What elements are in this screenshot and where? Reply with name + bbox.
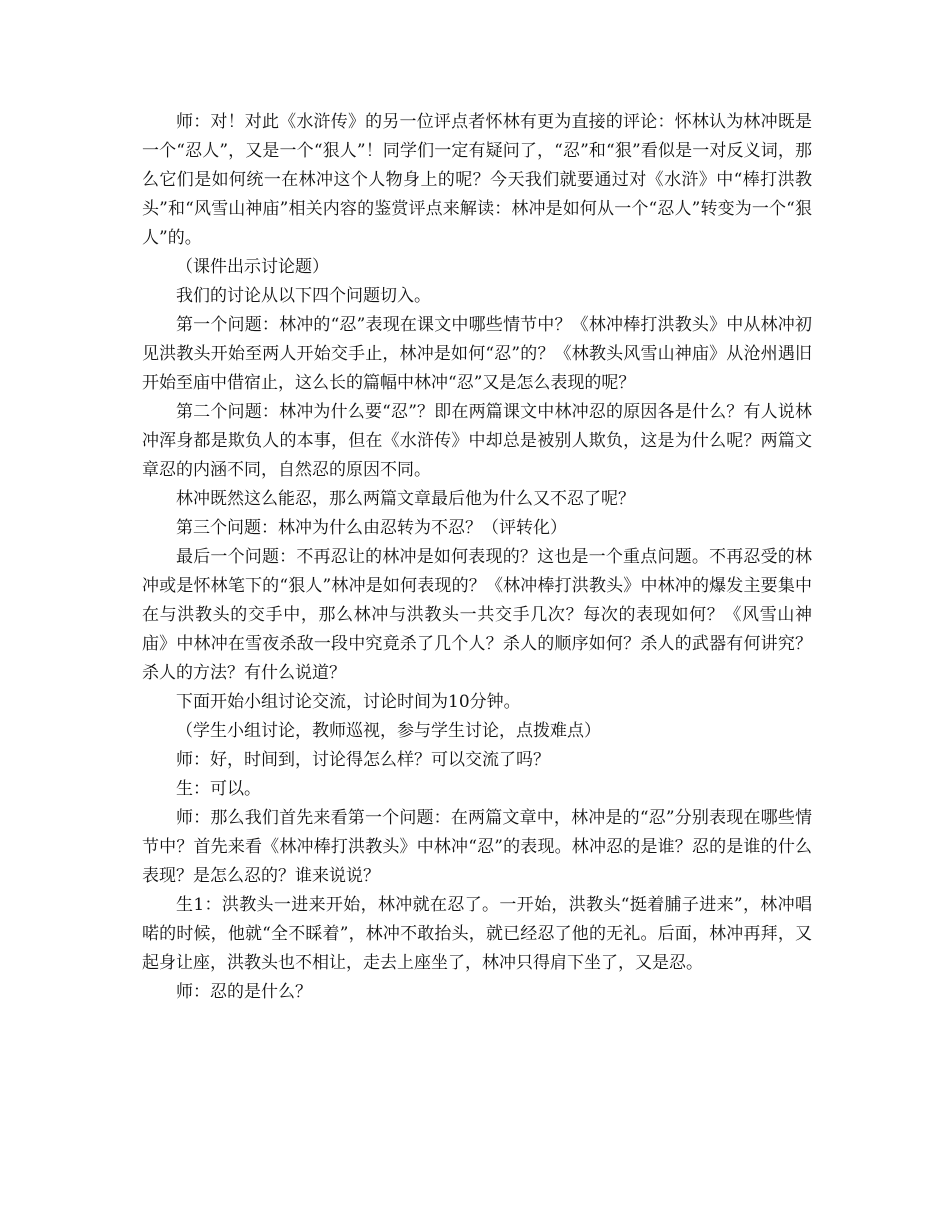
paragraph: 林冲既然这么能忍，那么两篇文章最后他为什么又不忍了呢？: [176, 489, 635, 509]
paragraph: 最后一个问题：不再忍让的林冲是如何表现的？这也是一个重点问题。不再忍受的林冲或是怀林笔下的“狠人”林冲是如何表现的？《林冲棒打洪教头》中林冲的爆发主要集中在与洪教头的交手中，那么林冲与洪教头一共交手几次？每次的表现如何？《风雪山神庙》中林冲在雪夜杀敌一段中究竟杀了几个人？杀人的顺序如何？杀人的武器有何讲究？杀人的方法？有什么说道？: [142, 547, 812, 683]
paragraph: 第二个问题：林冲为什么要“忍”？即在两篇课文中林冲忍的原因各是什么？有人说林冲浑身都是欺负人的本事，但在《水浒传》中却总是被别人欺负，这是为什么呢？两篇文章忍的内涵不同，自然忍的原因不同。: [142, 402, 812, 480]
paragraph: 第一个问题：林冲的“忍”表现在课文中哪些情节中？《林冲棒打洪教头》中从林冲初见洪教头开始至两人开始交手止，林冲是如何“忍”的？《林教头风雪山神庙》从沧州遇旧开始至庙中借宿止，这么长的篇幅中林冲“忍”又是怎么表现的呢？: [142, 315, 812, 393]
paragraph: 师：那么我们首先来看第一个问题：在两篇文章中，林冲是的“忍”分别表现在哪些情节中？首先来看《林冲棒打洪教头》中林冲“忍”的表现。林冲忍的是谁？忍的是谁的什么表现？是怎么忍的？谁来说说？: [142, 808, 812, 886]
paragraph: 生1：洪教头一进来开始，林冲就在忍了。一开始，洪教头“挺着脯子进来”，林冲唱喏的时候，他就“全不睬着”，林冲不敢抬头，就已经忍了他的无礼。后面，林冲再拜，又起身让座，洪教头也不相让，走去上座坐了，林冲只得肩下坐了，又是忍。: [142, 895, 812, 973]
paragraph: 下面开始小组讨论交流，讨论时间为10分钟。: [176, 692, 521, 712]
paragraph: （学生小组讨论，教师巡视，参与学生讨论，点拨难点）: [176, 721, 601, 741]
paragraph: 我们的讨论从以下四个问题切入。: [176, 286, 431, 306]
paragraph: 师：忍的是什么？: [176, 982, 312, 1002]
document-body: [142, 108, 812, 1007]
paragraph: 师：好，时间到，讨论得怎么样？可以交流了吗？: [176, 750, 550, 770]
paragraph: 师：对！对此《水浒传》的另一位评点者怀林有更为直接的评论：怀林认为林冲既是一个“忍人”，又是一个“狠人”！同学们一定有疑问了，“忍”和“狠”看似是一对反义词，那么它们是如何统一在林冲这个人物身上的呢？今天我们就要通过对《水浒》中“棒打洪教头”和“风雪山神庙”相关内容的鉴赏评点来解读：林冲是如何从一个“忍人”转变为一个“狠人”的。: [142, 112, 812, 248]
paragraph: （课件出示讨论题）: [176, 257, 329, 277]
paragraph: 第三个问题：林冲为什么由忍转为不忍？（评转化）: [176, 518, 567, 538]
paragraph: 生：可以。: [176, 779, 261, 799]
